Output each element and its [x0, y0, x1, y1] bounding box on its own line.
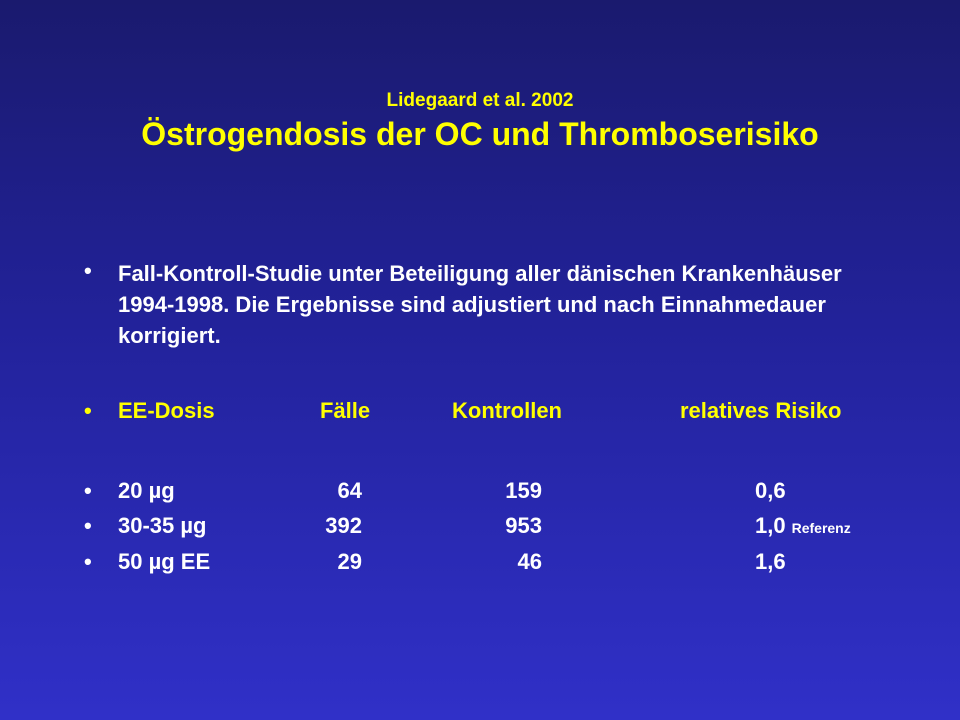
risk-cell: [755, 478, 786, 504]
slide-title-block: [0, 88, 960, 154]
controls-cell: 46: [517, 549, 542, 574]
bullet-glyph: •: [84, 513, 92, 538]
controls-cell: 953: [505, 513, 542, 538]
header-relative-risk: relatives Risiko: [680, 398, 842, 423]
header-controls: Kontrollen: [452, 398, 562, 423]
dose-cell: 50 µg EE: [118, 549, 211, 574]
risk-value: 1,0: [755, 513, 786, 538]
bullet-glyph: •: [84, 549, 92, 574]
risk-value: 1,6: [755, 549, 786, 574]
reference-note: Referenz: [791, 520, 851, 536]
citation-subtitle: Lidegaard et al. 2002: [386, 90, 574, 111]
bullet-glyph: •: [84, 398, 92, 423]
cases-cell: 64: [337, 478, 362, 503]
risk-cell: [755, 549, 786, 575]
controls-cell: 159: [505, 478, 542, 503]
intro-text: Fall-Kontroll-Studie unter Beteiligung aller dänischen Krankenhäuser 1994-1998. Die Ergebnisse sind adjustiert und nach Einnahmedauer korrigiert.: [118, 261, 842, 348]
dose-cell: 30-35 µg: [118, 513, 207, 538]
risk-value: 0,6: [755, 478, 786, 503]
cases-cell: 392: [325, 513, 362, 538]
cases-cell: 29: [337, 549, 362, 574]
header-cases: Fälle: [320, 398, 371, 423]
slide-title: Östrogendosis der OC und Thromboserisiko: [141, 116, 819, 152]
header-ee-dose: EE-Dosis: [118, 398, 215, 423]
bullet-glyph: •: [84, 258, 92, 283]
bullet-glyph: •: [84, 478, 92, 503]
risk-cell: [755, 513, 851, 539]
dose-cell: 20 µg: [118, 478, 175, 503]
